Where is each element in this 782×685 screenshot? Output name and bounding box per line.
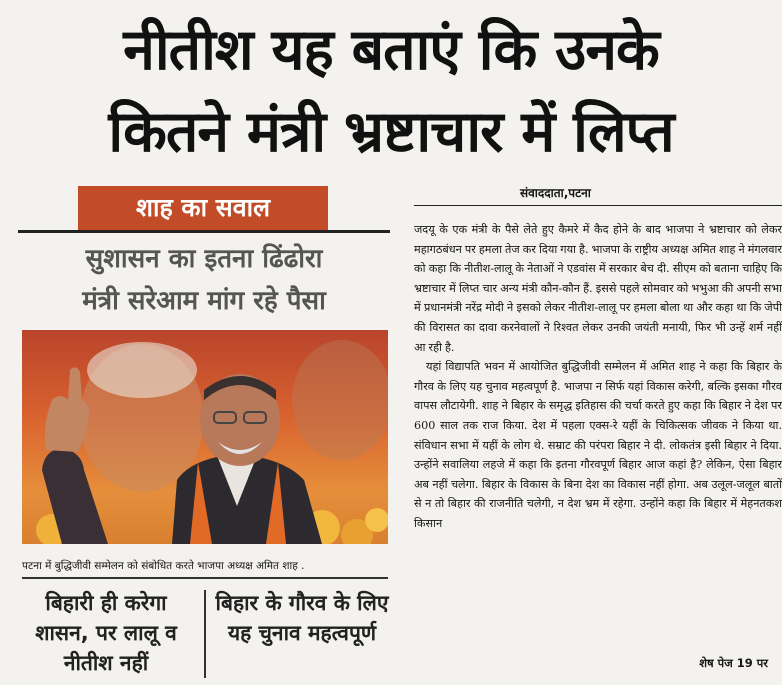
dateline: संवाददाता,पटना <box>520 186 591 200</box>
article-paragraph-1: जदयू के एक मंत्री के पैसे लेते हुए कैमरे में कैद होने के बाद भाजपा ने भ्रष्टाचार को लेकर महागठबंधन पर हमला तेज कर दिया गया है. भाजपा के राष्ट्रीय अध्यक्ष अमित शाह ने मंगलवार को कहा कि नीतीश-लालू के नेताओं ने एडवांस में सरकार बेच दी. सीएम को बताना चाहिए कि भ्रष्टाचार में लिप्त चार अन्य मंत्री कौन-कौन हैं. इससे पहले सोमवार को भभुआ की अपनी सभा में प्रधानमंत्री नरेंद्र मोदी ने इसको लेकर नीतीश-लालू पर हमला बोला था और कहा था कि जेपी की विरासत का दावा करनेवालों ने रिश्वत लेकर उनकी जयंती मनायी, फिर भी उन्हें शर्म नहीं आ रही है. <box>414 223 782 354</box>
pull-quote-divider <box>204 590 206 678</box>
subhead-line-1: सुशासन का इतना ढिंढोरा <box>85 244 323 274</box>
kicker-block <box>18 186 390 232</box>
headline <box>0 0 782 180</box>
kicker-rule <box>18 230 390 233</box>
sidebar-column <box>18 186 390 685</box>
caption-rule <box>22 577 388 579</box>
photo-caption: पटना में बुद्धिजीवी सम्मेलन को संबोधित करते भाजपा अध्यक्ष अमित शाह . <box>22 560 305 572</box>
pull-quote-right: बिहार के गौरव के लिए यह चुनाव महत्वपूर्ण <box>215 591 389 645</box>
continued-note: शेष पेज 19 पर <box>699 656 768 670</box>
article-body <box>414 205 782 685</box>
subhead-line-2: मंत्री सरेआम मांग रहे पैसा <box>82 286 326 316</box>
kicker-label: शाह का सवाल <box>78 186 328 230</box>
photo-illustration <box>22 330 388 544</box>
headline-line-1: नीतीश यह बताएं कि उनके <box>123 17 659 83</box>
article-paragraph-2: यहां विद्यापति भवन में आयोजित बुद्धिजीवी सम्मेलन में अमित शाह ने कहा कि बिहार के गौरव के लिए यह चुनाव महत्वपूर्ण है. भाजपा न सिर्फ यहां विकास करेगी, बल्कि इसका गौरव वापस लौटायेगी. शाह ने बिहार के समृद्ध इतिहास की चर्चा करते हुए कहा कि बिहार ने देश पर 600 साल तक राज किया. देश में पहला एक्स-रे यहीं के चिकित्सक जीवक ने किया था. संविधान सभा में यहीं के लोग थे. सम्राट की परंपरा बिहार ने दी. लोकतंत्र इसी बिहार ने दिया. उन्होंने सवालिया लहजे में कहा कि इतना गौरवपूर्ण बिहार आज कहां है? लेकिन, ऐसा बिहार अब नहीं चलेगा. बिहार के विकास के बिना देश का विकास नहीं होगा. अब उलूल-जलूल बातों से न तो बिहार की राजनीति चलेगी, न देश भ्रम में रहेगा. उन्होंने कहा कि बिहार में मेहनतकश किसान <box>414 360 782 530</box>
pull-quote-left: बिहारी ही करेगा शासन, पर लालू व नीतीश नहीं <box>35 591 177 675</box>
subhead <box>18 238 390 322</box>
news-photo <box>22 330 388 544</box>
headline-line-2: कितने मंत्री भ्रष्टाचार में लिप्त <box>108 99 674 165</box>
